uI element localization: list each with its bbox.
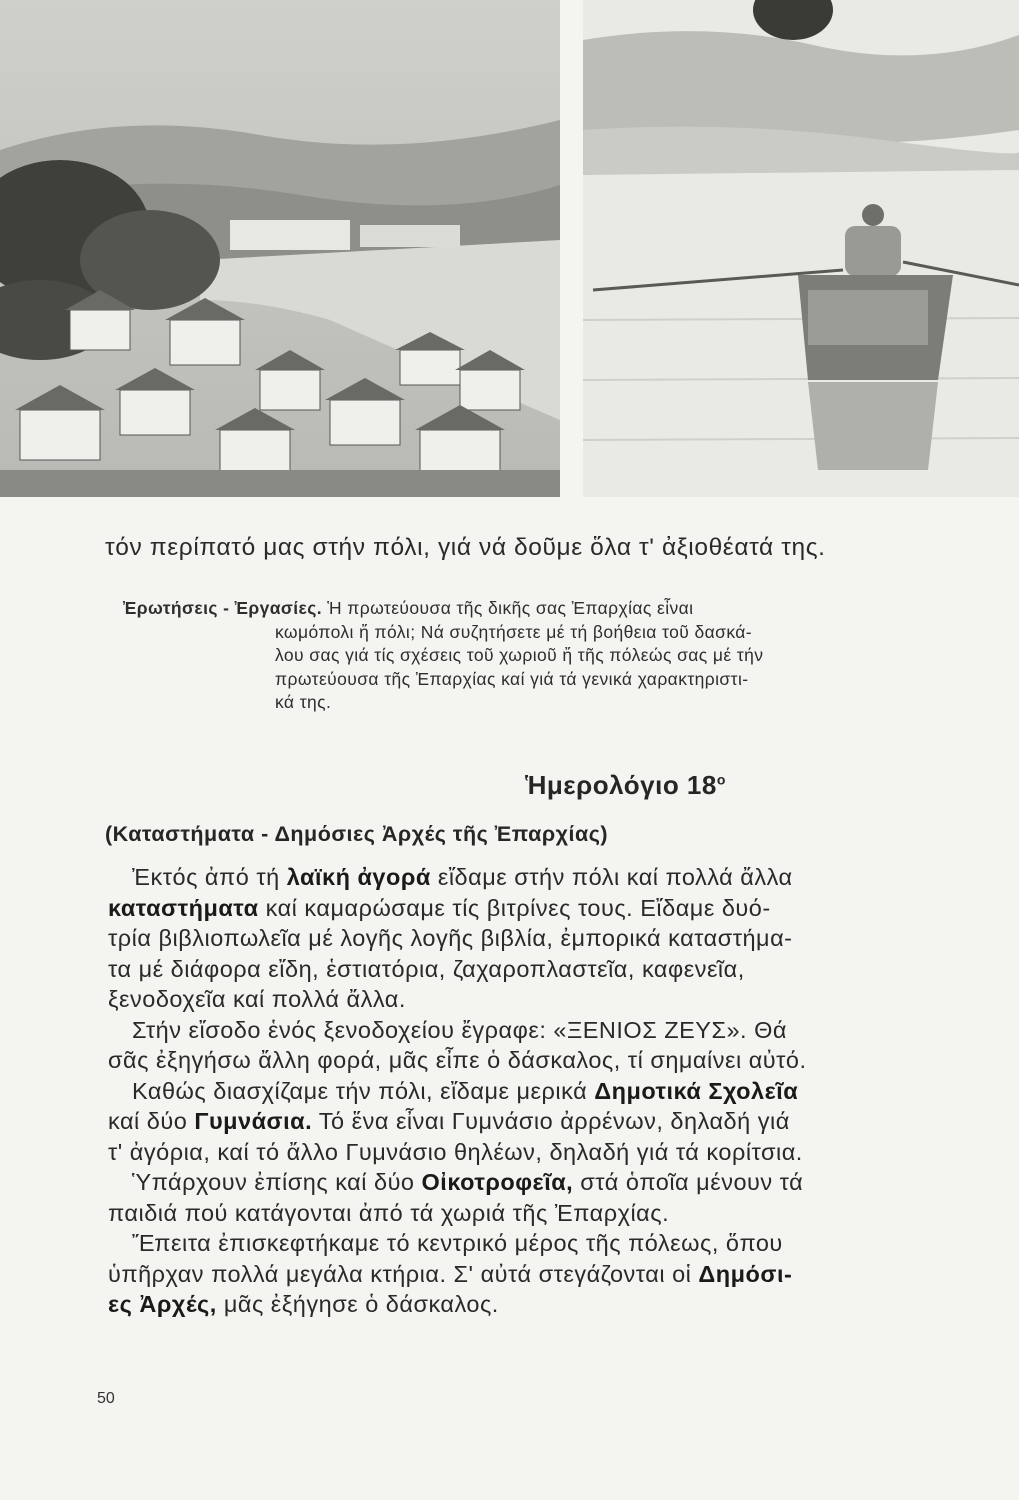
text: Ὑπάρχουν ἐπίσης καί δύο	[132, 1169, 422, 1195]
text: Καθώς διασχίζαμε τήν πόλι, εἴδαμε μερικά	[132, 1077, 595, 1104]
text: στά ὁποῖα μένουν τά	[573, 1169, 804, 1195]
rowing-boat-photo	[583, 0, 1019, 497]
bold-term: Δημοτικά Σχολεῖα	[594, 1077, 799, 1104]
body-line	[108, 1289, 984, 1320]
diary-heading	[0, 770, 1019, 801]
bold-term: λαϊκή ἀγορά	[286, 864, 431, 890]
body-line: τρία βιβλιοπωλεῖα μέ λογῆς λογῆς βιβλία, ἐμπορικά καταστήμα-	[108, 925, 793, 951]
body-line: τ' ἀγόρια, καί τό ἄλλο Γυμνάσιο θηλέων, δηλαδή γιά τά κορίτσια.	[108, 1138, 803, 1165]
bold-term: καταστήματα	[108, 894, 259, 921]
body-line	[108, 862, 984, 893]
bold-term: Δημόσι-	[698, 1260, 793, 1287]
body-line	[108, 1106, 984, 1137]
questions-tasks	[123, 597, 963, 715]
body-line	[108, 1167, 984, 1198]
diary-title-superscript: ο	[716, 771, 726, 788]
questions-line-1	[123, 597, 963, 621]
body-line	[108, 1076, 984, 1107]
body-line: Στήν εἴσοδο ἑνός ξενοδοχείου ἔγραφε: «ΞΕΝΙΟΣ ΖΕΥΣ». Θά	[132, 1016, 787, 1043]
page-number: 50	[97, 1390, 115, 1407]
town-harbor-photo	[0, 0, 560, 497]
bold-term: Οἰκοτροφεῖα,	[421, 1169, 574, 1195]
questions-line-3: λου σας γιά τίς σχέσεις τοῦ χωριοῦ ἤ τῆς πόλεώς σας μέ τήν	[275, 645, 764, 665]
text: καί δύο	[108, 1108, 195, 1134]
questions-line-2: κωμόπολι ἤ πόλι; Νά συζητήσετε μέ τή βοήθεια τοῦ δασκά-	[275, 621, 753, 642]
diary-title: Ἡμερολόγιο 18	[525, 770, 717, 800]
body-line: τα μέ διάφορα εἴδη, ἑστιατόρια, ζαχαροπλαστεῖα, καφενεῖα,	[108, 955, 745, 982]
body-line	[108, 1259, 984, 1290]
text: Ἐκτός ἀπό τή	[132, 864, 287, 890]
body-line	[108, 893, 984, 924]
questions-label: Ἐρωτήσεις - Ἐργασίες.	[123, 598, 322, 618]
questions-text-1: Ἡ πρωτεύουσα τῆς δικῆς σας Ἐπαρχίας εἶναι	[327, 598, 694, 618]
photo-strip	[0, 0, 1019, 500]
questions-line-5: κά της.	[275, 692, 332, 712]
text: μᾶς ἐξήγησε ὁ δάσκαλος.	[216, 1291, 499, 1317]
text: ὑπῆρχαν πολλά μεγάλα κτήρια. Σ' αὐτά στεγάζονται οἱ	[108, 1260, 699, 1287]
body-text	[108, 862, 984, 1320]
questions-line-4: πρωτεύουσα τῆς Ἐπαρχίας καί γιά τά γενικά χαρακτηριστι-	[275, 668, 749, 689]
text: Τό ἕνα εἶναι Γυμνάσιο ἀρρένων, δηλαδή γιά	[312, 1108, 790, 1134]
body-line: σᾶς ἐξηγήσω ἄλλη φορά, μᾶς εἶπε ὁ δάσκαλος, τί σημαίνει αὐτό.	[108, 1047, 807, 1073]
body-line: Ἔπειτα ἐπισκεφτήκαμε τό κεντρικό μέρος τῆς πόλεως, ὅπου	[132, 1230, 783, 1256]
photo-caption: τόν περίπατό μας στήν πόλι, γιά νά δοῦμε ὅλα τ' ἀξιοθέατά της.	[105, 534, 826, 561]
text: εἴδαμε στήν πόλι καί πολλά ἄλλα	[430, 864, 793, 890]
body-line: ξενοδοχεῖα καί πολλά ἄλλα.	[108, 986, 406, 1012]
bold-term: ες Ἀρχές,	[108, 1291, 217, 1317]
body-line: παιδιά πού κατάγονται ἀπό τά χωριά τῆς Ἐπαρχίας.	[108, 1199, 670, 1226]
text: καί καμαρώσαμε τίς βιτρίνες τους. Εἴδαμε δυό-	[258, 894, 771, 921]
diary-subtitle: (Καταστήματα - Δημόσιες Ἀρχές τῆς Ἐπαρχίας)	[105, 822, 609, 846]
bold-term: Γυμνάσια.	[194, 1108, 313, 1134]
